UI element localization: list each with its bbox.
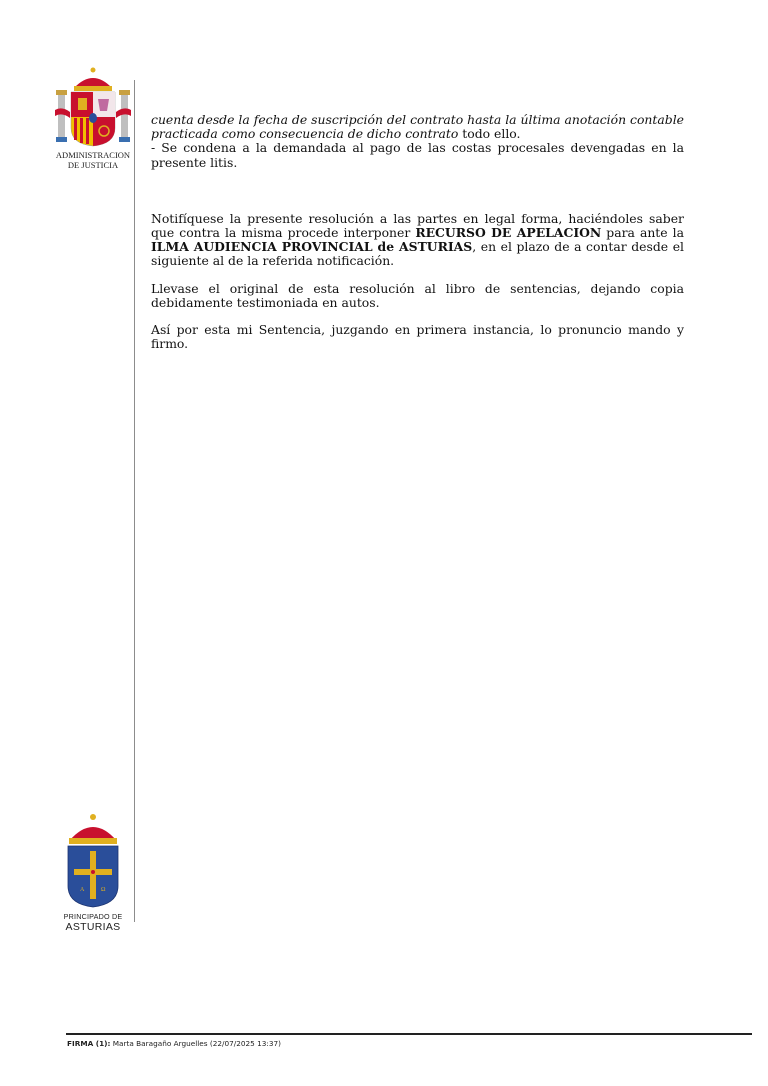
paragraph-notification: Notifíquese la presente resolución a las partes en legal forma, haciéndoles saber que contra la misma procede interponer RECURSO DE APELACION para ante la ILMA AUDIENCIA PROVINCIAL de ASTURIAS, en el plazo de a contar desde el siguiente al de la referida notificación. <box>151 210 684 269</box>
signature-value: Marta Baragaño Arguelles (22/07/2025 13:37) <box>110 1039 282 1048</box>
recurso-apelacion: RECURSO DE APELACION <box>415 225 602 241</box>
signature-label: FIRMA (1): <box>67 1039 111 1048</box>
asturias-caption-line2: ASTURIAS <box>65 921 121 933</box>
document-body <box>151 113 684 351</box>
paragraph-costas: - Se condena a la demandada al pago de las costas procesales devengadas en la presente litis. <box>151 140 684 170</box>
asturias-coat-of-arms-icon <box>60 812 126 910</box>
svg-text:Ω: Ω <box>101 887 106 893</box>
margin-rule <box>134 80 135 922</box>
italic-text: cuenta desde la fecha de suscripción del contrato hasta la última anotación contable practicada como consecuencia de dicho contrato <box>151 112 684 142</box>
signature-footer <box>67 1039 281 1048</box>
spain-coat-of-arms-icon <box>52 66 134 150</box>
paragraph-original: Llevase el original de esta resolución al libro de sentencias, dejando copia debidamente testimoniada en autos. <box>151 280 684 310</box>
logo-caption-line1: ADMINISTRACION <box>55 150 131 160</box>
asturias-caption-line1: PRINCIPADO DE <box>63 912 123 921</box>
administracion-justicia-logo <box>52 66 134 176</box>
paragraph-1: cuenta desde la fecha de suscripción del contrato hasta la última anotación contable practicada como consecuencia de dicho contrato todo ello. <box>151 112 684 142</box>
svg-text:A: A <box>80 887 85 893</box>
logo-caption-line2: DE JUSTICIA <box>67 160 119 170</box>
footer-divider <box>66 1033 752 1035</box>
principado-asturias-logo <box>60 812 126 934</box>
audiencia-provincial: ILMA AUDIENCIA PROVINCIAL de ASTURIAS <box>151 239 473 255</box>
paragraph-closing: Así por esta mi Sentencia, juzgando en primera instancia, lo pronuncio mando y firmo. <box>151 322 684 352</box>
